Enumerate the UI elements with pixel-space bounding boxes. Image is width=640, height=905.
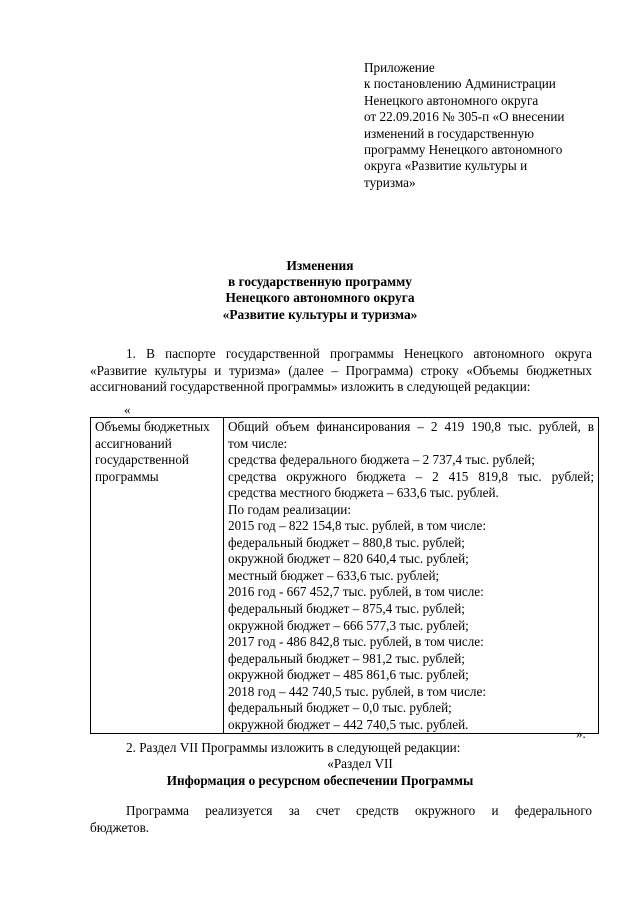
cell-line: средства местного бюджета – 633,6 тыс. рублей.: [228, 485, 499, 501]
appendix-line: от 22.09.2016 № 305-п «О внесении: [364, 109, 565, 125]
cell-line: окружной бюджет – 666 577,3 тыс. рублей;: [228, 617, 469, 633]
paragraph-line: «Развитие культуры и туризма» (далее – Программа) строку «Объемы бюджетных: [90, 362, 592, 378]
cell-line: Общий объем финансирования – 2 419 190,8 тыс. рублей, в: [228, 419, 594, 434]
cell-line: 2015 год – 822 154,8 тыс. рублей, в том числе:: [228, 518, 487, 534]
paragraph-3: [90, 803, 592, 836]
cell-line: окружной бюджет – 485 861,6 тыс. рублей;: [228, 667, 469, 683]
cell-line: федеральный бюджет – 0,0 тыс. рублей;: [228, 700, 452, 716]
closing-quote: ».: [576, 726, 586, 741]
appendix-line: Ненецкого автономного округа: [364, 92, 539, 108]
paragraph-line: Программа реализуется за счет средств окружного и федерального: [126, 803, 592, 818]
cell-line: ассигнований: [95, 435, 172, 451]
opening-quote: «: [124, 402, 131, 417]
appendix-line: Приложение: [364, 60, 435, 75]
cell-line: По годам реализации:: [228, 501, 352, 517]
cell-line: федеральный бюджет – 880,8 тыс. рублей;: [228, 534, 465, 550]
title-line: «Развитие культуры и туризма»: [222, 306, 418, 322]
appendix-line: к постановлению Администрации: [364, 76, 556, 92]
paragraph-line: 1. В паспорте государственной программы Ненецкого автономного округа: [126, 346, 592, 361]
table-cell-content: [224, 418, 599, 734]
cell-line: окружной бюджет – 442 740,5 тыс. рублей.: [228, 716, 469, 732]
budget-table: [90, 417, 599, 734]
table-cell-label: [91, 418, 224, 734]
cell-line: 2018 год – 442 740,5 тыс. рублей, в том числе:: [228, 683, 487, 699]
title-line: Ненецкого автономного округа: [225, 290, 415, 306]
cell-line: окружной бюджет – 820 640,4 тыс. рублей;: [228, 551, 469, 567]
title-line: Изменения: [286, 258, 354, 273]
appendix-line: туризма»: [364, 174, 416, 190]
cell-line: Объемы бюджетных: [95, 419, 210, 434]
paragraph-line: бюджетов.: [90, 819, 150, 835]
cell-line: федеральный бюджет – 875,4 тыс. рублей;: [228, 601, 465, 617]
paragraph-line: ассигнований государственной программы» изложить в следующей редакции:: [90, 379, 531, 395]
table-row: [91, 418, 599, 734]
cell-line: программы: [95, 468, 159, 484]
cell-line: государственной: [95, 452, 189, 468]
cell-line: средства окружного бюджета – 2 415 819,8 тыс. рублей;: [228, 468, 594, 484]
cell-line: местный бюджет – 633,6 тыс. рублей;: [228, 567, 440, 583]
section-title: «Раздел VII: [327, 756, 393, 771]
paragraph-2: 2. Раздел VII Программы изложить в следующей редакции:: [126, 740, 461, 755]
section-heading: Информация о ресурсном обеспечении Программы: [166, 773, 474, 788]
cell-line: средства федерального бюджета – 2 737,4 тыс. рублей;: [228, 452, 535, 468]
cell-line: 2017 год - 486 842,8 тыс. рублей, в том числе:: [228, 634, 484, 650]
appendix-line: изменений в государственную: [364, 125, 534, 141]
cell-line: 2016 год - 667 452,7 тыс. рублей, в том числе:: [228, 584, 484, 600]
appendix-line: округа «Развитие культуры и: [364, 158, 528, 174]
appendix-header: [364, 60, 614, 191]
title-line: в государственную программу: [228, 274, 412, 290]
cell-line: федеральный бюджет – 981,2 тыс. рублей;: [228, 650, 465, 666]
cell-line: том числе:: [228, 435, 288, 451]
paragraph-1: [90, 346, 592, 396]
document-title: [0, 258, 640, 323]
appendix-line: программу Ненецкого автономного: [364, 142, 563, 158]
